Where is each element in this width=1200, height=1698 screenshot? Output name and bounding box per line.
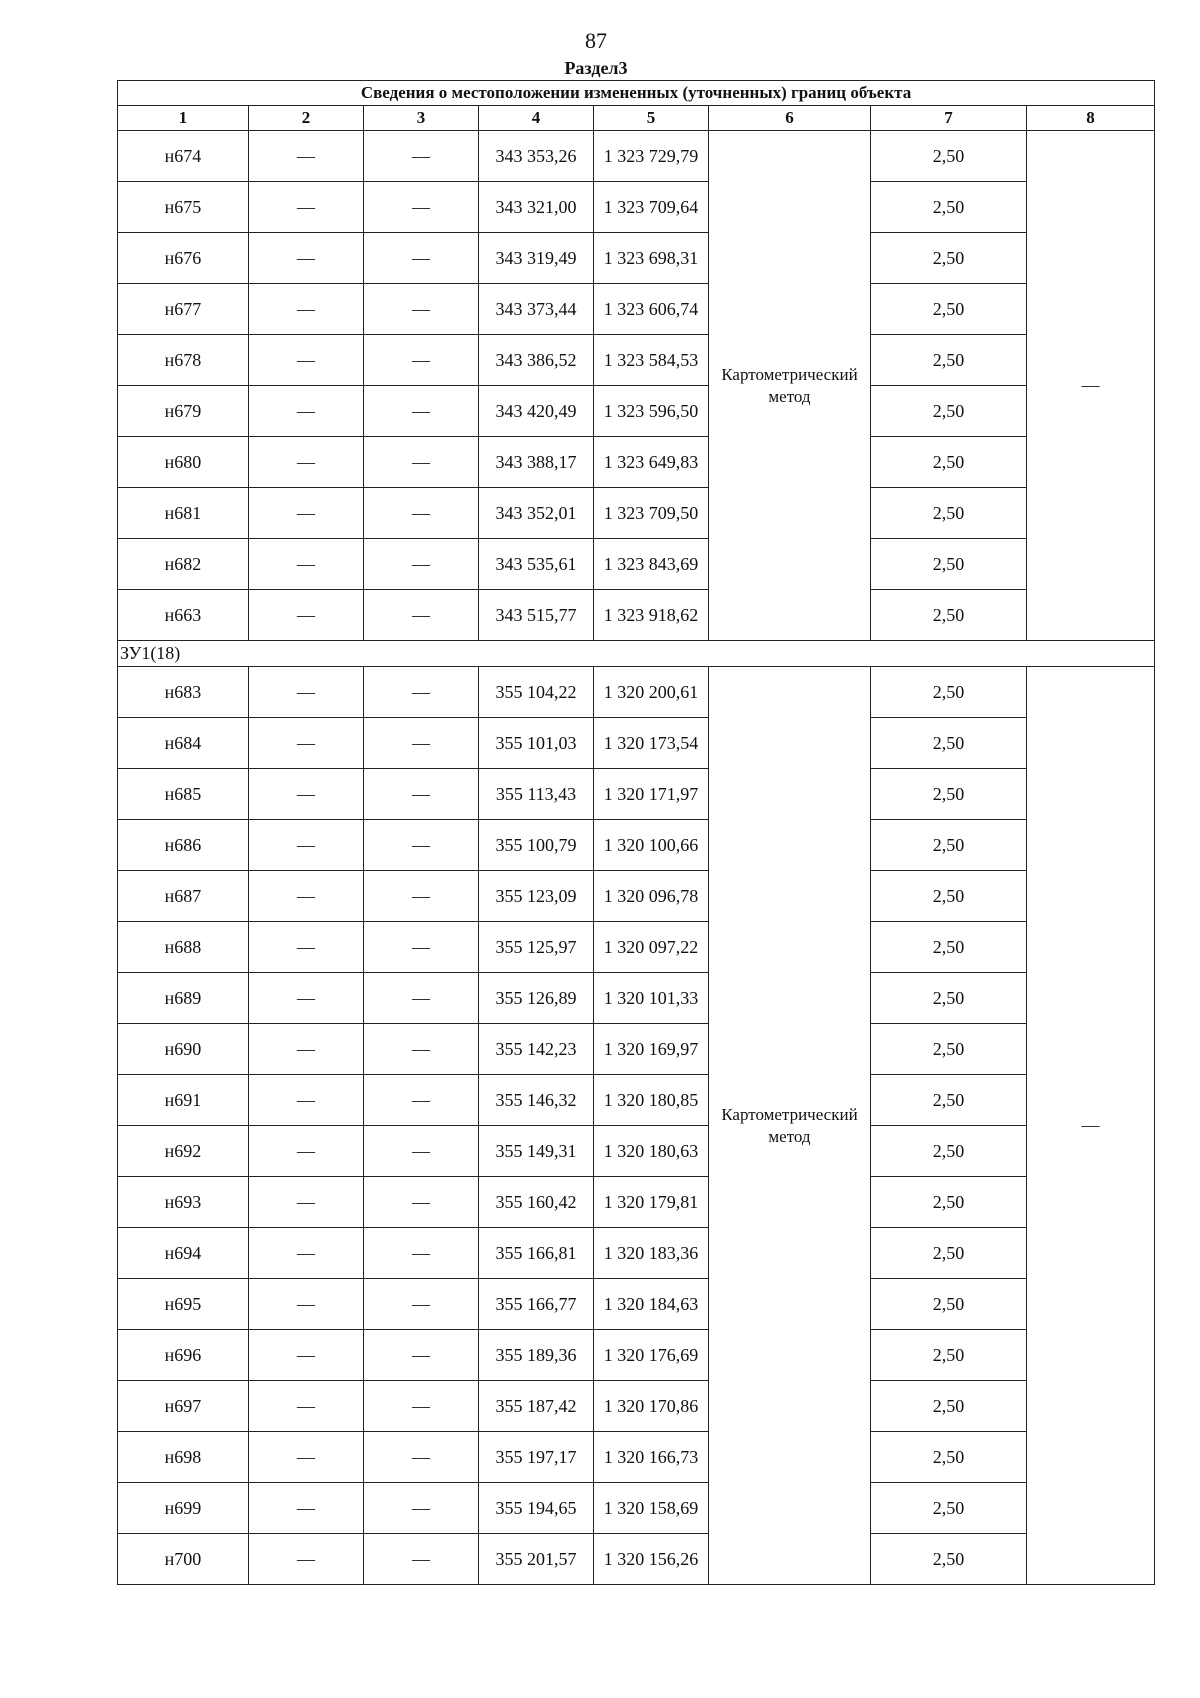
col3-cell: — (364, 284, 479, 335)
x-coordinate-cell: 355 146,32 (479, 1075, 594, 1126)
point-name-cell: н663 (118, 590, 249, 641)
col3-cell: — (364, 871, 479, 922)
col2-cell: — (249, 973, 364, 1024)
point-name-cell: н693 (118, 1177, 249, 1228)
col3-cell: — (364, 1381, 479, 1432)
x-coordinate-cell: 343 515,77 (479, 590, 594, 641)
point-name-cell: н680 (118, 437, 249, 488)
col3-cell: — (364, 1126, 479, 1177)
col3-cell: — (364, 973, 479, 1024)
accuracy-cell: 2,50 (871, 488, 1027, 539)
point-name-cell: н691 (118, 1075, 249, 1126)
y-coordinate-cell: 1 323 843,69 (594, 539, 709, 590)
boundary-coordinates-table (117, 80, 1155, 1585)
table-row (118, 233, 1155, 284)
col2-cell: — (249, 1075, 364, 1126)
table-row (118, 1126, 1155, 1177)
y-coordinate-cell: 1 320 184,63 (594, 1279, 709, 1330)
accuracy-cell: 2,50 (871, 1432, 1027, 1483)
accuracy-cell: 2,50 (871, 539, 1027, 590)
table-row (118, 1024, 1155, 1075)
point-name-cell: н685 (118, 769, 249, 820)
table-row (118, 335, 1155, 386)
group-label: ЗУ1(18) (118, 641, 1155, 667)
accuracy-cell: 2,50 (871, 718, 1027, 769)
accuracy-cell: 2,50 (871, 1330, 1027, 1381)
col2-cell: — (249, 539, 364, 590)
col2-cell: — (249, 284, 364, 335)
col3-cell: — (364, 769, 479, 820)
column-number: 6 (709, 106, 871, 131)
col2-cell: — (249, 437, 364, 488)
table-row (118, 590, 1155, 641)
y-coordinate-cell: 1 323 709,64 (594, 182, 709, 233)
x-coordinate-cell: 355 126,89 (479, 973, 594, 1024)
column-number: 1 (118, 106, 249, 131)
y-coordinate-cell: 1 320 179,81 (594, 1177, 709, 1228)
col3-cell: — (364, 820, 479, 871)
point-name-cell: н683 (118, 667, 249, 718)
x-coordinate-cell: 355 123,09 (479, 871, 594, 922)
table-row (118, 437, 1155, 488)
accuracy-cell: 2,50 (871, 1126, 1027, 1177)
column-number: 2 (249, 106, 364, 131)
col3-cell: — (364, 1177, 479, 1228)
accuracy-cell: 2,50 (871, 335, 1027, 386)
x-coordinate-cell: 355 101,03 (479, 718, 594, 769)
col3-cell: — (364, 1534, 479, 1585)
table-row (118, 1330, 1155, 1381)
table-row (118, 539, 1155, 590)
column-number: 4 (479, 106, 594, 131)
y-coordinate-cell: 1 320 158,69 (594, 1483, 709, 1534)
y-coordinate-cell: 1 323 649,83 (594, 437, 709, 488)
col8-cell: — (1027, 667, 1155, 1585)
y-coordinate-cell: 1 320 169,97 (594, 1024, 709, 1075)
page-number: 87 (585, 28, 607, 53)
table-row (118, 182, 1155, 233)
y-coordinate-cell: 1 320 100,66 (594, 820, 709, 871)
y-coordinate-cell: 1 320 200,61 (594, 667, 709, 718)
point-name-cell: н674 (118, 131, 249, 182)
point-name-cell: н695 (118, 1279, 249, 1330)
accuracy-cell: 2,50 (871, 590, 1027, 641)
col3-cell: — (364, 590, 479, 641)
col2-cell: — (249, 1330, 364, 1381)
table-caption: Сведения о местоположении измененных (уточненных) границ объекта (118, 81, 1155, 106)
accuracy-cell: 2,50 (871, 437, 1027, 488)
point-name-cell: н696 (118, 1330, 249, 1381)
y-coordinate-cell: 1 323 596,50 (594, 386, 709, 437)
point-name-cell: н679 (118, 386, 249, 437)
col2-cell: — (249, 1432, 364, 1483)
accuracy-cell: 2,50 (871, 284, 1027, 335)
y-coordinate-cell: 1 320 156,26 (594, 1534, 709, 1585)
accuracy-cell: 2,50 (871, 182, 1027, 233)
table-row (118, 386, 1155, 437)
table-row (118, 667, 1155, 718)
col3-cell: — (364, 437, 479, 488)
point-name-cell: н699 (118, 1483, 249, 1534)
x-coordinate-cell: 343 319,49 (479, 233, 594, 284)
col2-cell: — (249, 667, 364, 718)
y-coordinate-cell: 1 320 097,22 (594, 922, 709, 973)
x-coordinate-cell: 355 201,57 (479, 1534, 594, 1585)
table-row (118, 1432, 1155, 1483)
x-coordinate-cell: 355 166,81 (479, 1228, 594, 1279)
x-coordinate-cell: 355 104,22 (479, 667, 594, 718)
x-coordinate-cell: 355 113,43 (479, 769, 594, 820)
y-coordinate-cell: 1 320 176,69 (594, 1330, 709, 1381)
y-coordinate-cell: 1 320 183,36 (594, 1228, 709, 1279)
point-name-cell: н677 (118, 284, 249, 335)
point-name-cell: н682 (118, 539, 249, 590)
col2-cell: — (249, 590, 364, 641)
y-coordinate-cell: 1 320 101,33 (594, 973, 709, 1024)
table-row (118, 131, 1155, 182)
col3-cell: — (364, 386, 479, 437)
y-coordinate-cell: 1 320 096,78 (594, 871, 709, 922)
accuracy-cell: 2,50 (871, 1228, 1027, 1279)
point-name-cell: н698 (118, 1432, 249, 1483)
y-coordinate-cell: 1 323 584,53 (594, 335, 709, 386)
table-row (118, 1177, 1155, 1228)
x-coordinate-cell: 355 100,79 (479, 820, 594, 871)
table-row (118, 973, 1155, 1024)
table-row (118, 718, 1155, 769)
col3-cell: — (364, 539, 479, 590)
col2-cell: — (249, 182, 364, 233)
point-name-cell: н692 (118, 1126, 249, 1177)
table-row (118, 488, 1155, 539)
column-number: 7 (871, 106, 1027, 131)
accuracy-cell: 2,50 (871, 871, 1027, 922)
point-name-cell: н689 (118, 973, 249, 1024)
column-number-row (118, 106, 1155, 131)
method-cell: Картометрический метод (709, 131, 871, 641)
table-row (118, 1483, 1155, 1534)
col3-cell: — (364, 335, 479, 386)
table-row (118, 1381, 1155, 1432)
accuracy-cell: 2,50 (871, 1381, 1027, 1432)
section-title: Раздел3 (564, 58, 628, 78)
accuracy-cell: 2,50 (871, 1279, 1027, 1330)
col2-cell: — (249, 1126, 364, 1177)
table-row (118, 769, 1155, 820)
col3-cell: — (364, 1024, 479, 1075)
accuracy-cell: 2,50 (871, 667, 1027, 718)
table-row (118, 922, 1155, 973)
x-coordinate-cell: 355 197,17 (479, 1432, 594, 1483)
col3-cell: — (364, 131, 479, 182)
point-name-cell: н675 (118, 182, 249, 233)
col2-cell: — (249, 1483, 364, 1534)
col3-cell: — (364, 1075, 479, 1126)
col2-cell: — (249, 718, 364, 769)
group-row (118, 641, 1155, 667)
column-number: 5 (594, 106, 709, 131)
table-row (118, 284, 1155, 335)
y-coordinate-cell: 1 320 173,54 (594, 718, 709, 769)
x-coordinate-cell: 355 160,42 (479, 1177, 594, 1228)
point-name-cell: н684 (118, 718, 249, 769)
y-coordinate-cell: 1 323 729,79 (594, 131, 709, 182)
y-coordinate-cell: 1 323 698,31 (594, 233, 709, 284)
col2-cell: — (249, 1228, 364, 1279)
col2-cell: — (249, 871, 364, 922)
column-number: 3 (364, 106, 479, 131)
col2-cell: — (249, 1177, 364, 1228)
y-coordinate-cell: 1 320 170,86 (594, 1381, 709, 1432)
x-coordinate-cell: 355 125,97 (479, 922, 594, 973)
accuracy-cell: 2,50 (871, 233, 1027, 284)
x-coordinate-cell: 343 321,00 (479, 182, 594, 233)
x-coordinate-cell: 355 194,65 (479, 1483, 594, 1534)
col2-cell: — (249, 131, 364, 182)
col3-cell: — (364, 1279, 479, 1330)
point-name-cell: н694 (118, 1228, 249, 1279)
table-row (118, 871, 1155, 922)
table-row (118, 1534, 1155, 1585)
x-coordinate-cell: 355 149,31 (479, 1126, 594, 1177)
point-name-cell: н687 (118, 871, 249, 922)
table-row (118, 820, 1155, 871)
y-coordinate-cell: 1 323 606,74 (594, 284, 709, 335)
col2-cell: — (249, 488, 364, 539)
x-coordinate-cell: 343 388,17 (479, 437, 594, 488)
method-cell: Картометрический метод (709, 667, 871, 1585)
col2-cell: — (249, 820, 364, 871)
col2-cell: — (249, 335, 364, 386)
y-coordinate-cell: 1 320 171,97 (594, 769, 709, 820)
x-coordinate-cell: 343 352,01 (479, 488, 594, 539)
x-coordinate-cell: 355 166,77 (479, 1279, 594, 1330)
accuracy-cell: 2,50 (871, 769, 1027, 820)
column-number: 8 (1027, 106, 1155, 131)
col2-cell: — (249, 1279, 364, 1330)
y-coordinate-cell: 1 320 180,63 (594, 1126, 709, 1177)
point-name-cell: н690 (118, 1024, 249, 1075)
col3-cell: — (364, 1228, 479, 1279)
point-name-cell: н681 (118, 488, 249, 539)
col3-cell: — (364, 1432, 479, 1483)
accuracy-cell: 2,50 (871, 1177, 1027, 1228)
col3-cell: — (364, 233, 479, 284)
col3-cell: — (364, 718, 479, 769)
accuracy-cell: 2,50 (871, 386, 1027, 437)
table-body (118, 131, 1155, 1585)
table-row (118, 1075, 1155, 1126)
point-name-cell: н678 (118, 335, 249, 386)
accuracy-cell: 2,50 (871, 1483, 1027, 1534)
col2-cell: — (249, 1024, 364, 1075)
col2-cell: — (249, 1381, 364, 1432)
x-coordinate-cell: 355 189,36 (479, 1330, 594, 1381)
col3-cell: — (364, 922, 479, 973)
col2-cell: — (249, 386, 364, 437)
table-row (118, 1228, 1155, 1279)
col2-cell: — (249, 1534, 364, 1585)
y-coordinate-cell: 1 320 180,85 (594, 1075, 709, 1126)
col3-cell: — (364, 1330, 479, 1381)
point-name-cell: н676 (118, 233, 249, 284)
x-coordinate-cell: 343 420,49 (479, 386, 594, 437)
x-coordinate-cell: 343 535,61 (479, 539, 594, 590)
col2-cell: — (249, 922, 364, 973)
col2-cell: — (249, 769, 364, 820)
point-name-cell: н697 (118, 1381, 249, 1432)
col2-cell: — (249, 233, 364, 284)
x-coordinate-cell: 343 353,26 (479, 131, 594, 182)
accuracy-cell: 2,50 (871, 1024, 1027, 1075)
y-coordinate-cell: 1 320 166,73 (594, 1432, 709, 1483)
accuracy-cell: 2,50 (871, 1534, 1027, 1585)
x-coordinate-cell: 343 386,52 (479, 335, 594, 386)
col3-cell: — (364, 667, 479, 718)
accuracy-cell: 2,50 (871, 820, 1027, 871)
point-name-cell: н686 (118, 820, 249, 871)
col3-cell: — (364, 182, 479, 233)
x-coordinate-cell: 355 142,23 (479, 1024, 594, 1075)
accuracy-cell: 2,50 (871, 131, 1027, 182)
accuracy-cell: 2,50 (871, 1075, 1027, 1126)
point-name-cell: н688 (118, 922, 249, 973)
x-coordinate-cell: 355 187,42 (479, 1381, 594, 1432)
table-row (118, 1279, 1155, 1330)
col8-cell: — (1027, 131, 1155, 641)
y-coordinate-cell: 1 323 918,62 (594, 590, 709, 641)
accuracy-cell: 2,50 (871, 922, 1027, 973)
x-coordinate-cell: 343 373,44 (479, 284, 594, 335)
col3-cell: — (364, 488, 479, 539)
point-name-cell: н700 (118, 1534, 249, 1585)
col3-cell: — (364, 1483, 479, 1534)
y-coordinate-cell: 1 323 709,50 (594, 488, 709, 539)
accuracy-cell: 2,50 (871, 973, 1027, 1024)
